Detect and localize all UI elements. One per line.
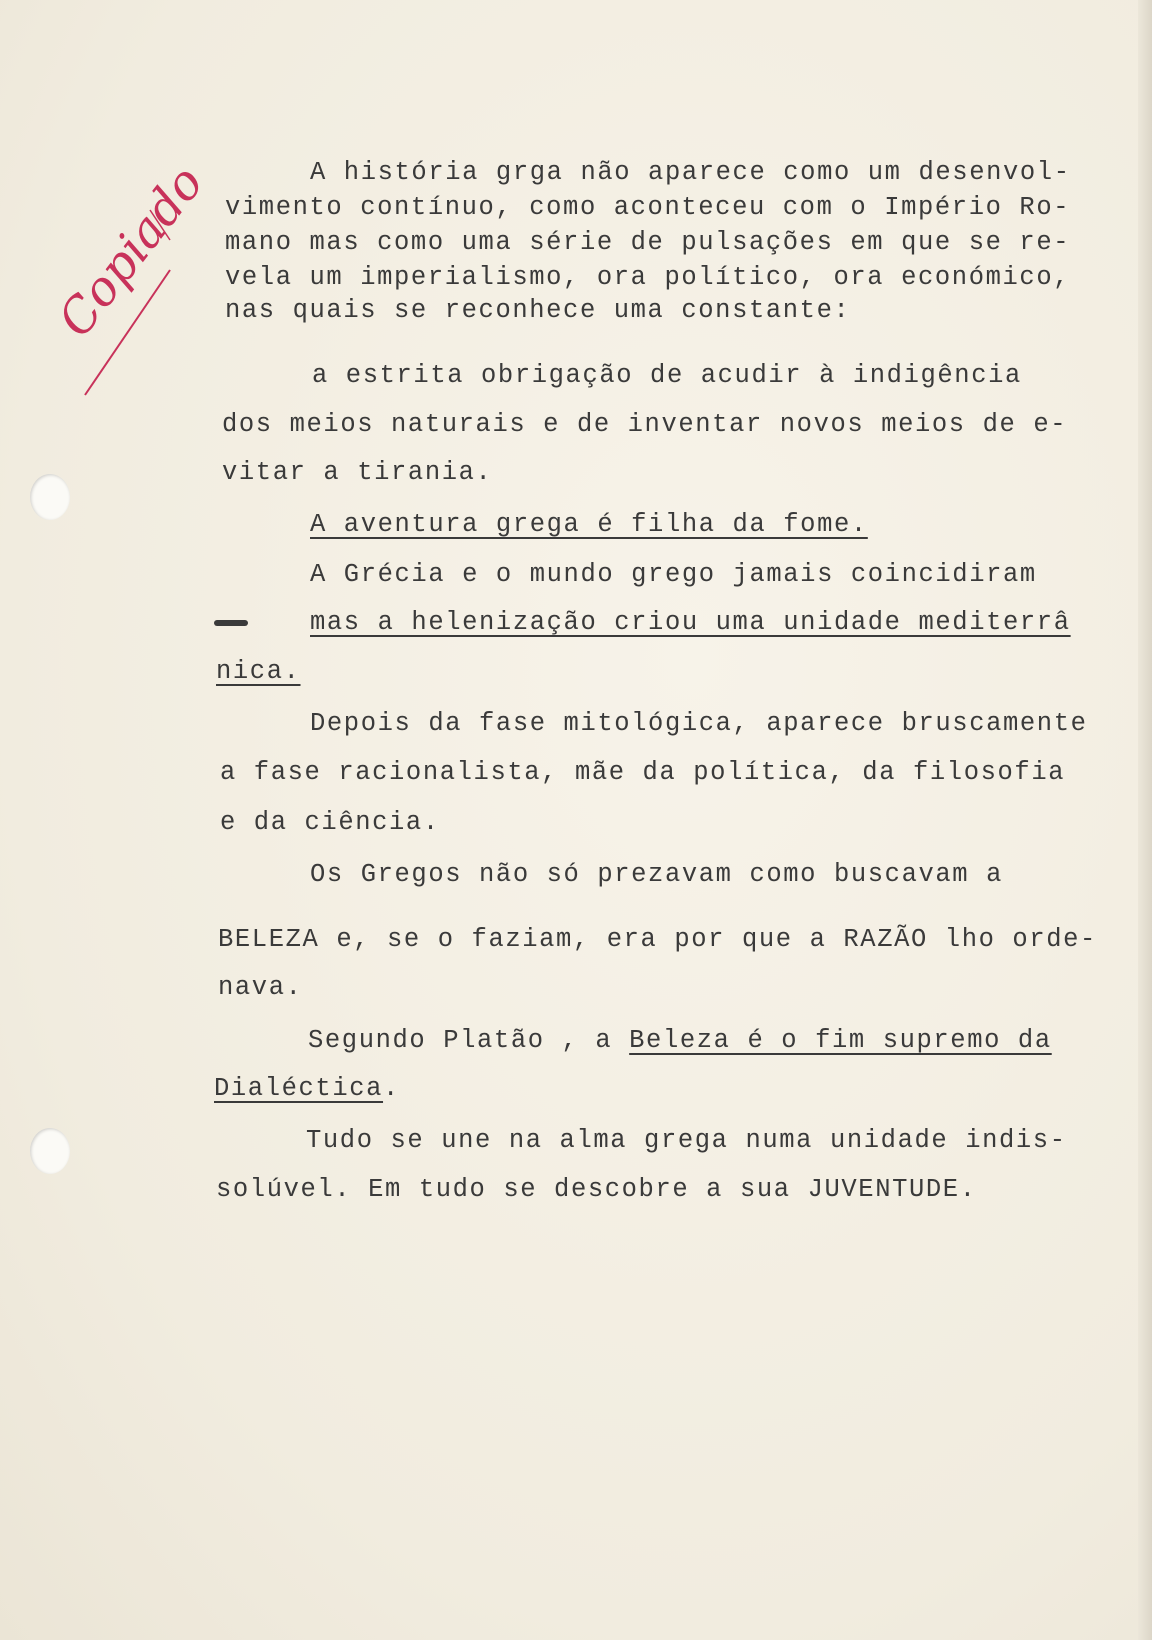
paragraph-4-underlined: mas a helenização criou uma unidade mediterrâ [310,608,1071,637]
paragraph-7-period: . [383,1074,400,1103]
paragraph-4-line-1: A Grécia e o mundo grego jamais coincidiram [310,560,1037,589]
paragraph-2-line-3: vitar a tirania. [222,458,493,487]
paragraph-1-line-1: A história grga não aparece como um desenvol- [310,158,1071,187]
paragraph-5-line-3: e da ciência. [220,808,440,837]
paragraph-3-underlined: A aventura grega é filha da fome. [310,510,868,539]
paragraph-7-line-2 [214,1074,400,1104]
paragraph-6-line-2: BELEZA e, se o faziam, era por que a RAZÃO lho orde- [218,925,1097,954]
paragraph-7-prefix: Segundo Platão , a [308,1026,613,1055]
paragraph-8-line-1: Tudo se une na alma grega numa unidade indis- [306,1126,1067,1155]
paragraph-8-line-2: solúvel. Em tudo se descobre a sua JUVENTUDE. [216,1175,977,1204]
struck-out-word [214,620,248,626]
paragraph-5-line-1: Depois da fase mitológica, aparece bruscamente [310,709,1088,738]
paragraph-7-underlined-end: Dialéctica [214,1074,384,1103]
paragraph-6-line-1: Os Gregos não só prezavam como buscavam a [310,860,1004,889]
paragraph-3-line-1 [310,510,868,540]
copiado-annotation [47,155,220,400]
paragraph-1-line-3: mano mas como uma série de pulsações em que se re- [225,228,1071,257]
paragraph-2-line-2: dos meios naturais e de inventar novos meios de e- [222,410,1068,439]
paragraph-1-line-5: nas quais se reconhece uma constante: [225,296,851,325]
punch-hole-top [30,474,70,520]
paragraph-4-underlined-end: nica. [216,657,301,686]
paragraph-1-line-2: vimento contínuo, como aconteceu com o Império Ro- [225,193,1071,222]
paragraph-2-line-1: a estrita obrigação de acudir à indigência [312,361,1022,390]
paragraph-1-line-4: vela um imperialismo, ora político, ora económico, [225,263,1071,292]
punch-hole-bottom [30,1128,70,1174]
page-edge [1138,0,1152,1640]
paragraph-7-underlined: Beleza é o fim supremo da [629,1026,1052,1055]
paragraph-4-line-3 [216,657,301,687]
paragraph-6-line-3: nava. [218,973,303,1002]
paragraph-7-line-1 [308,1026,1052,1056]
paragraph-4-line-2 [310,608,1071,638]
copiado-text: Copiado [47,155,215,348]
paragraph-5-line-2: a fase racionalista, mãe da política, da filosofia [220,758,1066,787]
